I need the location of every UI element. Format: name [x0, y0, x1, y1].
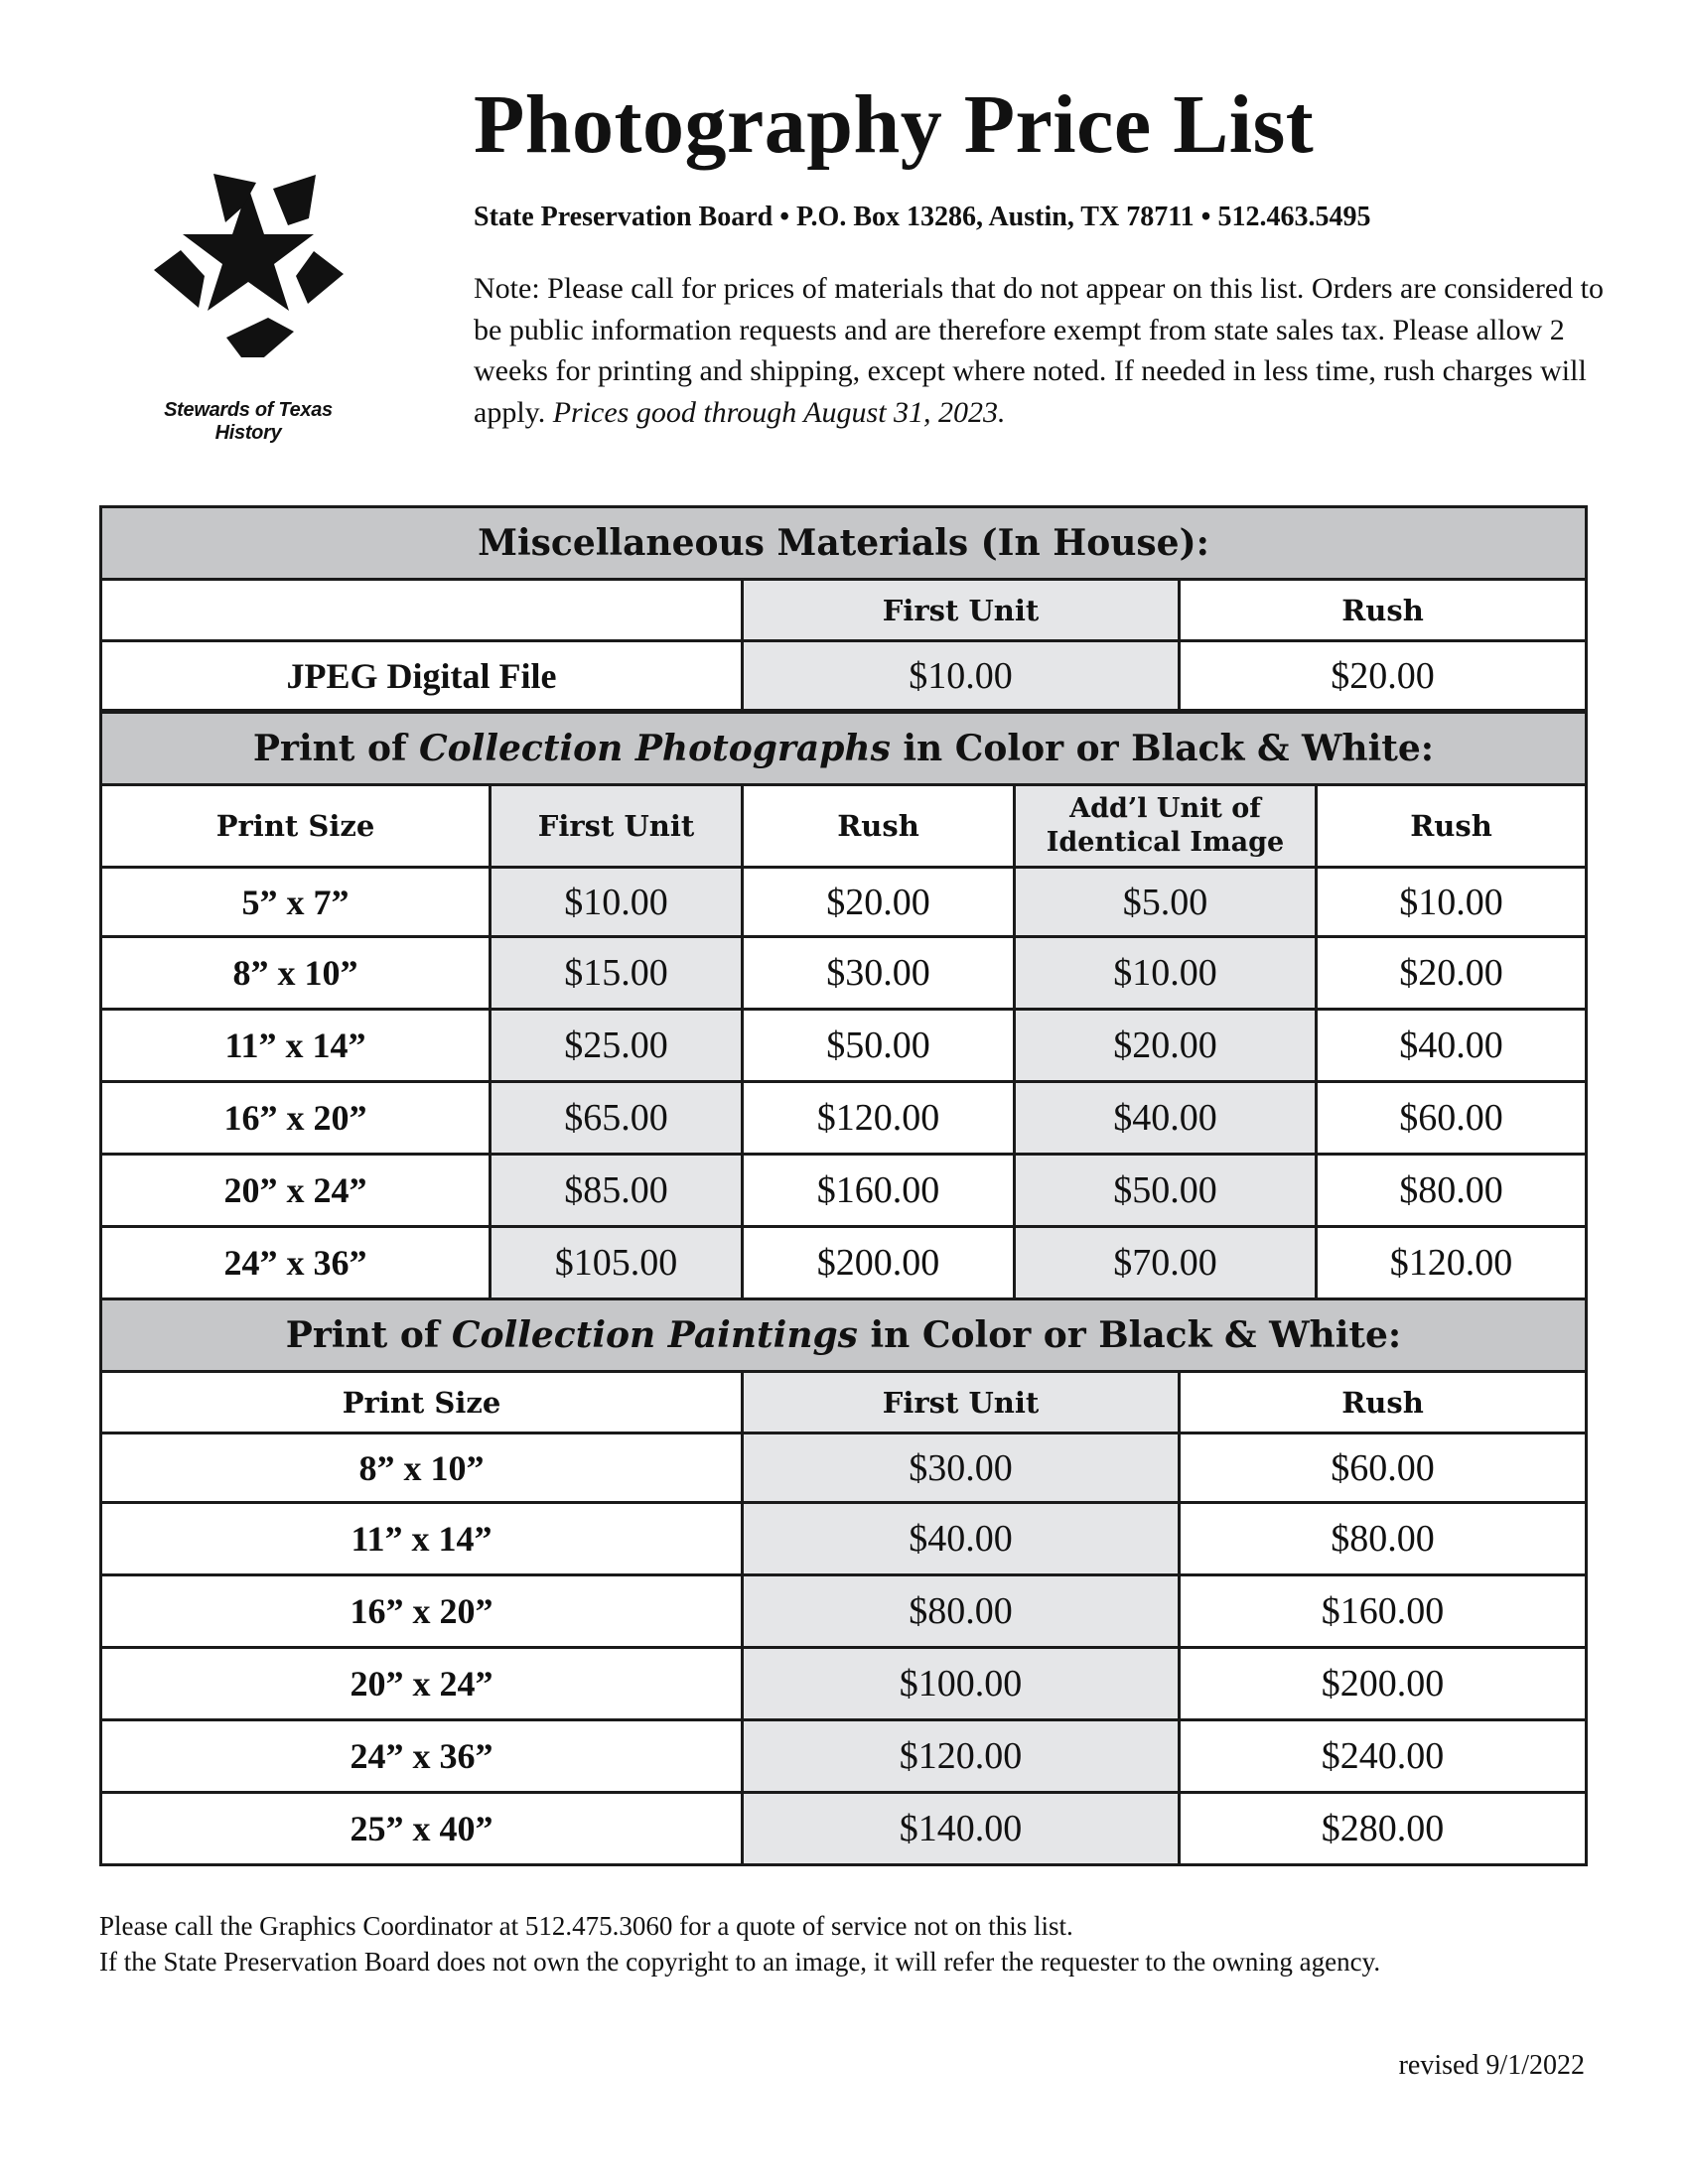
photo-first-unit: $15.00 — [491, 937, 743, 1010]
table-row — [101, 1433, 1587, 1503]
logo-tagline: Stewards of Texas History — [164, 399, 333, 444]
photo-addl-unit: $40.00 — [1015, 1082, 1317, 1155]
misc-title: Miscellaneous Materials (In House): — [101, 507, 1587, 580]
paintings-title-pre: Print of — [285, 1314, 452, 1356]
table-row — [101, 1503, 1587, 1575]
photos-header-addl-unit: Add’l Unit of Identical Image — [1015, 785, 1317, 868]
photo-addl-rush: $80.00 — [1317, 1155, 1587, 1227]
misc-header-first-unit: First Unit — [743, 580, 1180, 641]
paintings-title-post: in Color or Black & White: — [857, 1314, 1402, 1356]
painting-size: 16” x 20” — [101, 1575, 743, 1648]
footer-notes — [99, 1908, 1589, 1979]
painting-rush: $280.00 — [1180, 1793, 1587, 1865]
photo-addl-rush: $60.00 — [1317, 1082, 1587, 1155]
photo-rush: $120.00 — [743, 1082, 1015, 1155]
painting-size: 20” x 24” — [101, 1648, 743, 1720]
photo-addl-rush: $40.00 — [1317, 1010, 1587, 1082]
misc-header-rush: Rush — [1180, 580, 1587, 641]
paintings-header-size: Print Size — [101, 1372, 743, 1433]
photo-size: 11” x 14” — [101, 1010, 491, 1082]
paintings-section-header — [101, 1299, 1587, 1372]
photo-rush: $50.00 — [743, 1010, 1015, 1082]
photo-first-unit: $65.00 — [491, 1082, 743, 1155]
misc-rush: $20.00 — [1180, 641, 1587, 712]
table-row — [101, 1155, 1587, 1227]
photo-addl-unit: $5.00 — [1015, 868, 1317, 937]
table-row — [101, 1793, 1587, 1865]
photos-header-rush: Rush — [743, 785, 1015, 868]
photo-addl-unit: $50.00 — [1015, 1155, 1317, 1227]
paintings-header-first-unit: First Unit — [743, 1372, 1180, 1433]
painting-first-unit: $140.00 — [743, 1793, 1180, 1865]
photos-section-header — [101, 712, 1587, 785]
photo-rush: $160.00 — [743, 1155, 1015, 1227]
star-logo-icon — [149, 159, 348, 357]
photo-size: 24” x 36” — [101, 1227, 491, 1299]
photo-addl-unit: $70.00 — [1015, 1227, 1317, 1299]
paintings-header-rush: Rush — [1180, 1372, 1587, 1433]
photo-addl-rush: $20.00 — [1317, 937, 1587, 1010]
painting-rush: $160.00 — [1180, 1575, 1587, 1648]
photo-addl-rush: $10.00 — [1317, 868, 1587, 937]
logo — [129, 159, 367, 444]
painting-size: 11” x 14” — [101, 1503, 743, 1575]
photos-title-post: in Color or Black & White: — [890, 728, 1435, 769]
table-row — [101, 1648, 1587, 1720]
note-validity: Prices good through August 31, 2023. — [552, 395, 1006, 429]
misc-item: JPEG Digital File — [101, 641, 743, 712]
misc-section-header — [101, 507, 1587, 580]
price-table — [99, 505, 1588, 1866]
photo-addl-rush: $120.00 — [1317, 1227, 1587, 1299]
note-text: Note: Please call for prices of materials that do not appear on this list. Orders are considered to be public information requests and are therefore exempt from state sales tax. Please allow 2 weeks for printing and shipping, except where noted. If needed in less time, rush charges will apply. — [474, 272, 1604, 429]
photos-title-pre: Print of — [252, 728, 419, 769]
photo-rush: $20.00 — [743, 868, 1015, 937]
photos-title — [101, 712, 1587, 785]
note-paragraph — [474, 268, 1606, 433]
painting-size: 25” x 40” — [101, 1793, 743, 1865]
painting-first-unit: $80.00 — [743, 1575, 1180, 1648]
photos-header-size: Print Size — [101, 785, 491, 868]
painting-rush: $200.00 — [1180, 1648, 1587, 1720]
table-row — [101, 868, 1587, 937]
address-line: State Preservation Board • P.O. Box 13286, Austin, TX 78711 • 512.463.5495 — [474, 202, 1371, 232]
misc-header-blank — [101, 580, 743, 641]
misc-row — [101, 641, 1587, 712]
paintings-header-row — [101, 1372, 1587, 1433]
photo-first-unit: $85.00 — [491, 1155, 743, 1227]
painting-rush: $240.00 — [1180, 1720, 1587, 1793]
photo-first-unit: $10.00 — [491, 868, 743, 937]
photo-first-unit: $25.00 — [491, 1010, 743, 1082]
photo-rush: $200.00 — [743, 1227, 1015, 1299]
photo-addl-unit: $10.00 — [1015, 937, 1317, 1010]
page-title: Photography Price List — [474, 78, 1315, 171]
painting-rush: $60.00 — [1180, 1433, 1587, 1503]
footer-line-2: If the State Preservation Board does not own the copyright to an image, it will refer the requester to the owning agency. — [99, 1947, 1381, 1977]
photo-addl-unit: $20.00 — [1015, 1010, 1317, 1082]
painting-size: 8” x 10” — [101, 1433, 743, 1503]
photos-header-addl-rush: Rush — [1317, 785, 1587, 868]
misc-header-row — [101, 580, 1587, 641]
photos-header-first-unit: First Unit — [491, 785, 743, 868]
photo-first-unit: $105.00 — [491, 1227, 743, 1299]
photo-size: 5” x 7” — [101, 868, 491, 937]
photo-rush: $30.00 — [743, 937, 1015, 1010]
table-row — [101, 1082, 1587, 1155]
painting-size: 24” x 36” — [101, 1720, 743, 1793]
photos-title-italic: Collection Photographs — [419, 728, 891, 769]
table-row — [101, 1575, 1587, 1648]
paintings-title-italic: Collection Paintings — [451, 1314, 858, 1356]
painting-first-unit: $120.00 — [743, 1720, 1180, 1793]
table-row — [101, 1227, 1587, 1299]
table-row — [101, 1720, 1587, 1793]
photo-size: 16” x 20” — [101, 1082, 491, 1155]
photos-header-row — [101, 785, 1587, 868]
table-row — [101, 937, 1587, 1010]
painting-rush: $80.00 — [1180, 1503, 1587, 1575]
photo-size: 8” x 10” — [101, 937, 491, 1010]
table-row — [101, 1010, 1587, 1082]
misc-first-unit: $10.00 — [743, 641, 1180, 712]
paintings-title — [101, 1299, 1587, 1372]
footer-line-1: Please call the Graphics Coordinator at 512.475.3060 for a quote of service not on this list. — [99, 1911, 1073, 1941]
revised-date: revised 9/1/2022 — [1398, 2050, 1585, 2081]
painting-first-unit: $100.00 — [743, 1648, 1180, 1720]
painting-first-unit: $40.00 — [743, 1503, 1180, 1575]
photo-size: 20” x 24” — [101, 1155, 491, 1227]
painting-first-unit: $30.00 — [743, 1433, 1180, 1503]
